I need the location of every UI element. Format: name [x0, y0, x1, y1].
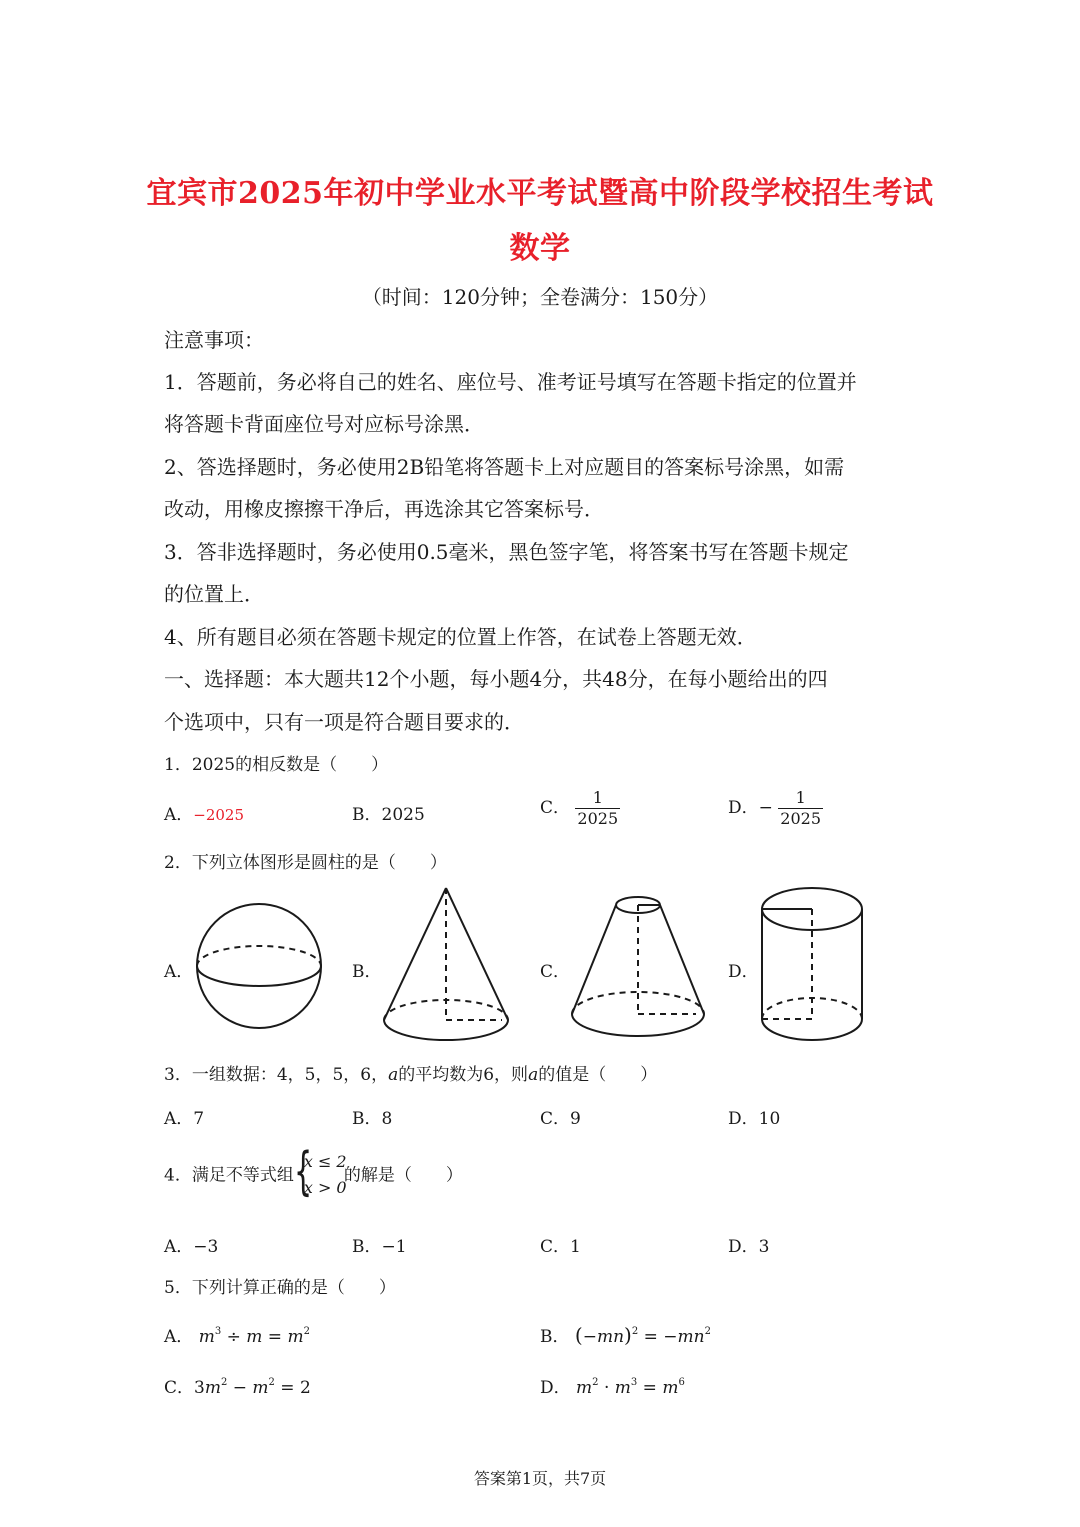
option-label: D． [728, 1109, 759, 1129]
notice-1a: 1．答题前，务必将自己的姓名、座位号、准考证号填写在答题卡指定的位置并 [164, 370, 857, 394]
option-label: D． [540, 1378, 571, 1398]
q1-stem: 1．2025的相反数是（ ） [164, 755, 389, 775]
option-label: C． [540, 798, 571, 818]
numerator: 1 [592, 788, 603, 807]
option-label: C． [164, 1378, 195, 1398]
inequality-row-2: x > 0 [303, 1178, 347, 1197]
q4-a-value: −3 [193, 1237, 219, 1257]
q4-stem-a: 4．满足不等式组 [164, 1165, 294, 1186]
subject-title: 数学 [509, 231, 571, 266]
section1-line-a: 一、选择题：本大题共12个小题，每小题4分，共48分，在每小题给出的四 [164, 667, 828, 691]
sphere-figure [192, 902, 326, 1032]
minus-sign: − [758, 798, 773, 818]
notice-3a: 3．答非选择题时，务必使用0.5毫米，黑色签字笔，将答案书写在答题卡规定 [164, 540, 849, 564]
option-label: B． [352, 1237, 382, 1257]
notice-1b: 将答题卡背面座位号对应标号涂黑． [164, 412, 484, 436]
variable-a: a [528, 1065, 539, 1085]
cylinder-figure [758, 882, 866, 1046]
brace-icon: { [293, 1142, 313, 1202]
q1-option-a [164, 800, 244, 825]
q1-option-d [728, 788, 823, 829]
option-label: C． [540, 1237, 571, 1257]
q5-option-a [164, 1322, 310, 1347]
q5-stem: 5．下列计算正确的是（ ） [164, 1278, 396, 1298]
q4-b-value: −1 [381, 1237, 407, 1257]
q4-option-d [728, 1232, 769, 1257]
q3-stem [164, 1060, 657, 1085]
notice-2b: 改动，用橡皮擦擦干净后，再选涂其它答案标号． [164, 497, 604, 521]
frustum-figure [568, 888, 708, 1044]
q1-d-fraction [778, 788, 823, 829]
q3-option-a [164, 1104, 204, 1129]
q5-d-expression: $m^2 \cdot m^3 = m^6$ [576, 1377, 685, 1398]
option-label: B． [352, 805, 382, 825]
q5-option-b [540, 1322, 711, 1347]
q1-option-b [352, 800, 425, 825]
exam-title: 宜宾市2025年初中学业水平考试暨高中阶段学校招生考试 [146, 176, 934, 211]
q2-option-d-label: D． [728, 962, 759, 982]
q1-c-fraction [575, 788, 620, 829]
q4-stem [164, 1142, 463, 1202]
q3-c-value: 9 [570, 1109, 581, 1129]
denominator: 2025 [577, 809, 619, 828]
notice-4: 4、所有题目必须在答题卡规定的位置上作答，在试卷上答题无效． [164, 625, 757, 649]
option-label: D． [728, 798, 759, 818]
q3-stem-b: 的平均数为6，则 [398, 1065, 529, 1085]
q5-a-expression: $m^3 \div m = m^2$ [198, 1326, 310, 1347]
option-label: A． [164, 1237, 194, 1257]
q3-option-b [352, 1104, 392, 1129]
notice-2a: 2、答选择题时，务必使用2B铅笔将答题卡上对应题目的答案标号涂黑，如需 [164, 455, 845, 479]
numerator: 1 [795, 788, 806, 807]
cone-figure [380, 884, 512, 1044]
option-label: A． [164, 1327, 194, 1347]
q3-option-c [540, 1104, 581, 1129]
q2-option-a-label: A． [164, 962, 194, 982]
option-label: D． [728, 1237, 759, 1257]
variable-a: a [388, 1065, 399, 1085]
q1-a-value: −2025 [193, 806, 245, 824]
inequality-system [293, 1142, 347, 1202]
section1-line-b: 个选项中，只有一项是符合题目要求的． [164, 710, 524, 734]
q4-option-a [164, 1232, 218, 1257]
q3-stem-c: 的值是（ ） [538, 1065, 658, 1085]
option-label: A． [164, 805, 194, 825]
q4-d-value: 3 [758, 1237, 770, 1257]
q3-stem-a: 3．一组数据：4，5，5，6， [164, 1065, 389, 1085]
q3-d-value: 10 [758, 1109, 781, 1129]
notice-3b: 的位置上． [164, 582, 264, 606]
q3-b-value: 8 [381, 1109, 393, 1129]
q4-c-value: 1 [570, 1237, 581, 1257]
q2-option-c-label: C． [540, 962, 571, 982]
q4-option-b [352, 1232, 407, 1257]
q3-option-d [728, 1104, 780, 1129]
page-footer: 答案第1页，共7页 [473, 1469, 607, 1488]
q2-option-b-label: B． [352, 962, 382, 982]
q5-option-d [540, 1373, 685, 1398]
option-label: B． [540, 1327, 570, 1347]
q5-c-expression: $3m^2 - m^2 = 2$ [194, 1377, 311, 1398]
q5-option-c [164, 1373, 311, 1398]
inequality-row-1: x ≤ 2 [303, 1152, 347, 1171]
notice-heading: 注意事项： [164, 328, 264, 352]
option-label: C． [540, 1109, 571, 1129]
q2-stem: 2．下列立体图形是圆柱的是（ ） [164, 853, 447, 873]
denominator: 2025 [780, 809, 822, 828]
q4-option-c [540, 1232, 581, 1257]
q1-option-c [540, 788, 620, 829]
q1-b-value: 2025 [381, 805, 425, 825]
q3-a-value: 7 [193, 1109, 205, 1129]
option-label: B． [352, 1109, 382, 1129]
q4-stem-b: 的解是（ ） [343, 1165, 463, 1186]
time-info: （时间：120分钟；全卷满分：150分） [361, 285, 719, 309]
q5-b-expression: $(-mn)^2 = -mn^2$ [574, 1323, 711, 1347]
option-label: A． [164, 1109, 194, 1129]
